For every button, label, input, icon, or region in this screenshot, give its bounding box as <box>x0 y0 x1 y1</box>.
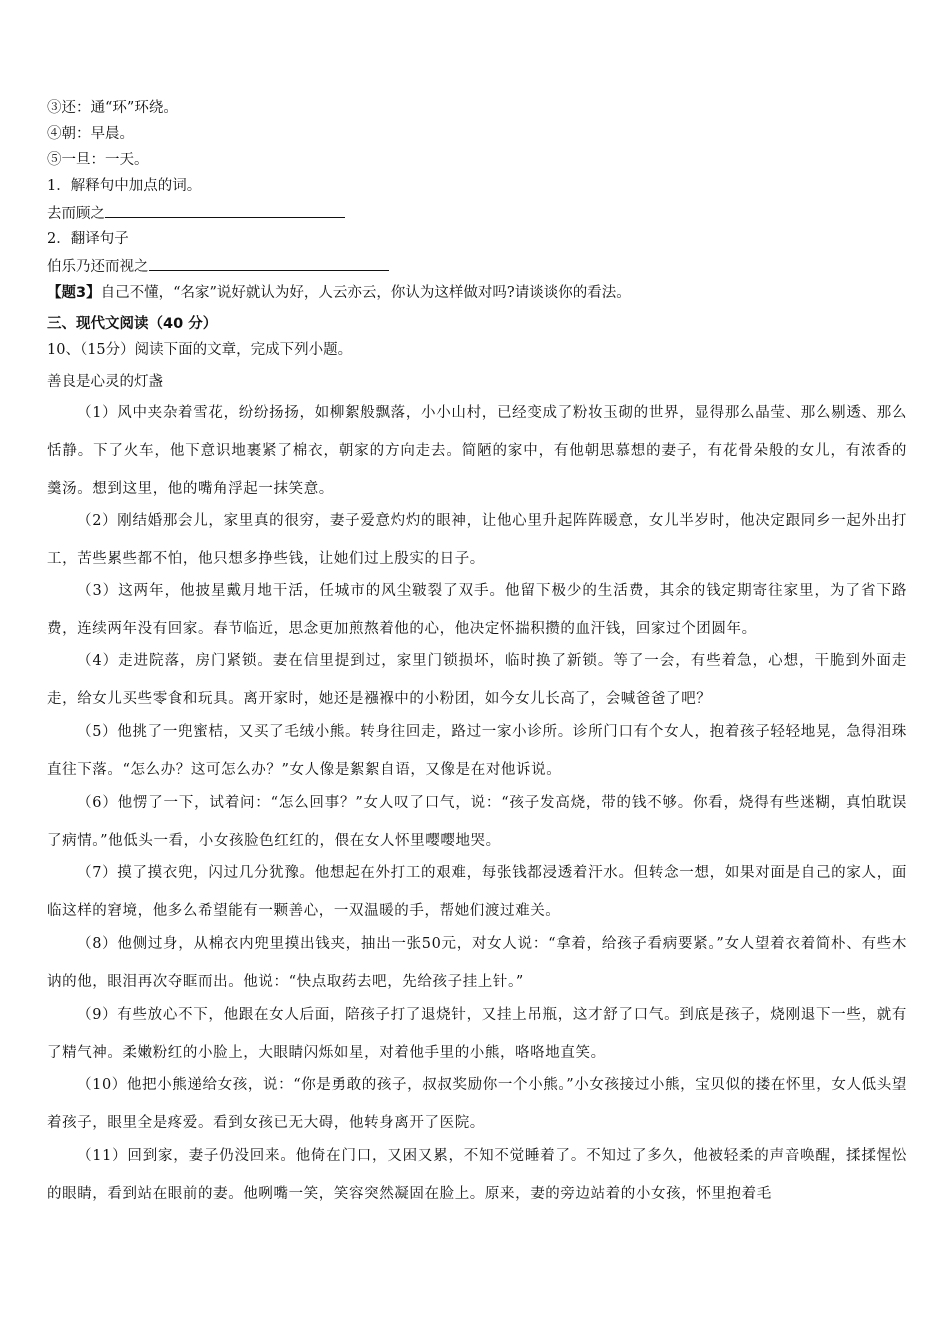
article-paragraph-4: （4）走进院落，房门紧锁。妻在信里提到过，家里门锁损坏，临时换了新锁。等了一会，有些着急，心想，干脆到外面走走，给女儿买些零食和玩具。离开家时，她还是襁褓中的小粉团，如今女儿长高了，会喊爸爸了吧？ <box>47 653 907 707</box>
article-paragraph-11: （11）回到家，妻子仍没回来。他倚在门口，又困又累，不知不觉睡着了。不知过了多久，他被轻柔的声音唤醒，揉揉惺忪的眼睛，看到站在眼前的妻。他咧嘴一笑，笑容突然凝固在脸上。原来，妻的旁边站着的小女孩，怀里抱着毛 <box>47 1148 907 1202</box>
section-3-title: 三、现代文阅读（40 分） <box>47 316 218 332</box>
article-paragraph-10: （10）他把小熊递给女孩，说：“你是勇敢的孩子，叔叔奖励你一个小熊。”小女孩接过小熊，宝贝似的搂在怀里，女人低头望着孩子，眼里全是疼爱。看到女孩已无大碍，他转身离开了医院。 <box>47 1077 907 1131</box>
question-3 <box>47 283 631 303</box>
question-3-tag: 【题3】 <box>47 285 101 301</box>
note-5: ⑤一旦：一天。 <box>47 152 149 168</box>
article-paragraph-6: （6）他愣了一下，试着问：“怎么回事？”女人叹了口气，说：“孩子发高烧，带的钱不够。你看，烧得有些迷糊，真怕耽误了病情。”他低头一看，小女孩脸色红红的，偎在女人怀里嘤嘤地哭。 <box>47 795 907 849</box>
question-2-item <box>47 256 389 277</box>
note-3: ③还：通“环”环绕。 <box>47 100 178 116</box>
answer-blank[interactable] <box>105 203 345 218</box>
question-1-prompt: 去而顾之 <box>47 206 105 222</box>
article-paragraph-1: （1）风中夹杂着雪花，纷纷扬扬，如柳絮般飘落，小小山村，已经变成了粉妆玉砌的世界，显得那么晶莹、那么剔透、那么恬静。下了火车，他下意识地裹紧了棉衣，朝家的方向走去。简陋的家中，有他朝思慕想的妻子，有花骨朵般的女儿，有浓香的羹汤。想到这里，他的嘴角浮起一抹笑意。 <box>47 405 907 497</box>
question-3-text: 自己不懂，“名家”说好就认为好，人云亦云，你认为这样做对吗?请谈谈你的看法。 <box>100 285 631 301</box>
question-10-prompt: 10、（15分）阅读下面的文章，完成下列小题。 <box>47 342 353 358</box>
article-paragraph-7: （7）摸了摸衣兜，闪过几分犹豫。他想起在外打工的艰难，每张钱都浸透着汗水。但转念一想，如果对面是自己的家人，面临这样的窘境，他多么希望能有一颗善心，一双温暖的手，帮她们渡过难关。 <box>47 865 907 919</box>
note-4: ④朝：早晨。 <box>47 126 134 142</box>
article-paragraph-5: （5）他挑了一兜蜜桔，又买了毛绒小熊。转身往回走，路过一家小诊所。诊所门口有个女人，抱着孩子轻轻地晃，急得泪珠直往下落。“怎么办？这可怎么办？”女人像是絮絮自语，又像是在对他诉说。 <box>47 724 907 778</box>
article-paragraph-2: （2）刚结婚那会儿，家里真的很穷，妻子爱意灼灼的眼神，让他心里升起阵阵暖意，女儿半岁时，他决定跟同乡一起外出打工，苦些累些都不怕，他只想多挣些钱，让她们过上殷实的日子。 <box>47 513 907 567</box>
article-title: 善良是心灵的灯盏 <box>47 374 163 390</box>
article-paragraph-9: （9）有些放心不下，他跟在女人后面，陪孩子打了退烧针，又挂上吊瓶，这才舒了口气。到底是孩子，烧刚退下一些，就有了精气神。柔嫩粉红的小脸上，大眼睛闪烁如星，对着他手里的小熊，咯咯地直笑。 <box>47 1007 907 1061</box>
article-paragraph-3: （3）这两年，他披星戴月地干活，任城市的风尘皲裂了双手。他留下极少的生活费，其余的钱定期寄往家里，为了省下路费，连续两年没有回家。春节临近，思念更加煎熬着他的心，他决定怀揣积攒的血汗钱，回家过个团圆年。 <box>47 583 907 637</box>
question-1-item <box>47 203 345 224</box>
question-2-label: 2．翻译句子 <box>47 231 129 247</box>
article-paragraph-8: （8）他侧过身，从棉衣内兜里摸出钱夹，抽出一张50元，对女人说：“拿着，给孩子看病要紧。”女人望着衣着简朴、有些木讷的他，眼泪再次夺眶而出。他说：“快点取药去吧，先给孩子挂上针。” <box>47 936 907 990</box>
question-2-prompt: 伯乐乃还而视之 <box>47 259 149 275</box>
answer-blank[interactable] <box>149 256 389 271</box>
question-1-label: 1．解释句中加点的词。 <box>47 178 202 194</box>
